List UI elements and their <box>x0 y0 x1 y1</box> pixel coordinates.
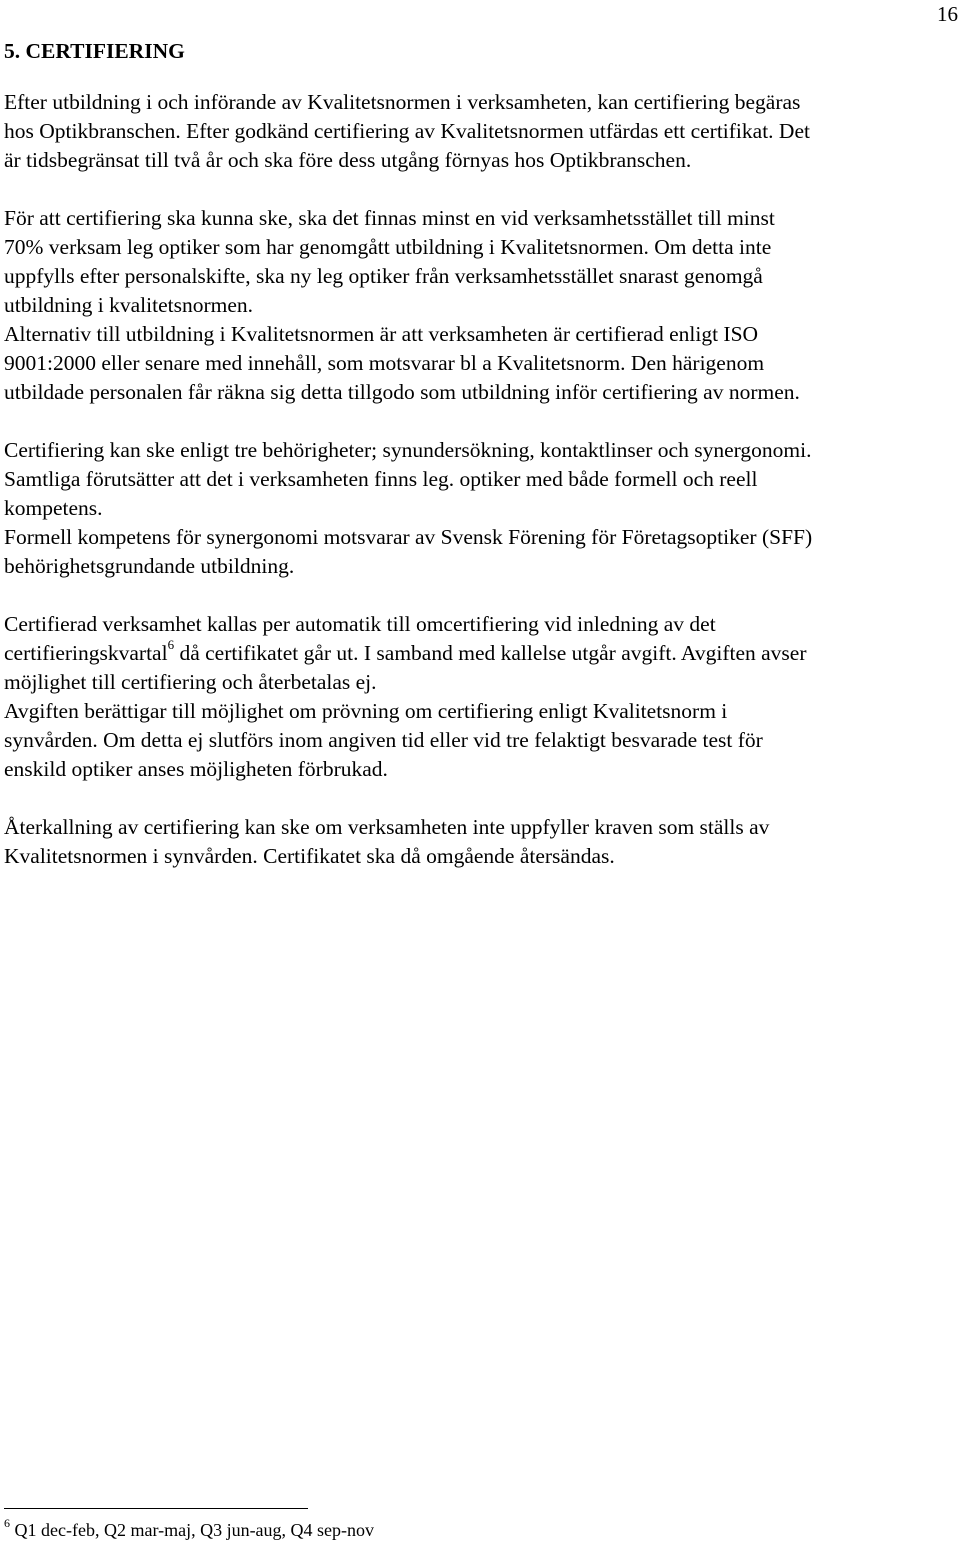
paragraph-certification-request <box>4 88 960 175</box>
text-line: Certifierad verksamhet kallas per automatik till omcertifiering vid inledning av det <box>4 612 716 636</box>
footnote-divider <box>4 1508 308 1509</box>
text-line: är tidsbegränsat till två år och ska före dess utgång förnyas hos Optikbranschen. <box>4 148 692 172</box>
section-heading: 5. CERTIFIERING <box>4 39 185 63</box>
text-line: uppfylls efter personalskifte, ska ny leg optiker från verksamhetsstället snarast genomgå <box>4 264 763 288</box>
text-line: enskild optiker anses möjligheten förbrukad. <box>4 757 388 781</box>
text-line: Samtliga förutsätter att det i verksamheten finns leg. optiker med både formell och reell <box>4 467 758 491</box>
document-body <box>4 37 960 871</box>
text-line: kompetens. <box>4 496 103 520</box>
text-line: Certifiering kan ske enligt tre behörigheter; synundersökning, kontaktlinser och synergonomi. <box>4 438 812 462</box>
footnote <box>4 1518 374 1542</box>
page-number: 16 <box>937 2 958 26</box>
paragraph-revocation <box>4 813 960 871</box>
footnote-text: Q1 dec-feb, Q2 mar-maj, Q3 jun-aug, Q4 sep-nov <box>10 1520 375 1540</box>
text-line: Formell kompetens för synergonomi motsvarar av Svensk Förening för Företagsoptiker (SFF) <box>4 525 813 549</box>
text-line: utbildning i kvalitetsnormen. <box>4 293 254 317</box>
text-line: Alternativ till utbildning i Kvalitetsnormen är att verksamheten är certifierad enligt ISO <box>4 322 759 346</box>
text-line: synvården. Om detta ej slutförs inom angiven tid eller vid tre felaktigt besvarade test för <box>4 728 763 752</box>
paragraph-requirements <box>4 204 960 407</box>
text-line: möjlighet till certifiering och återbetalas ej. <box>4 670 377 694</box>
text-line: Avgiften berättigar till möjlighet om prövning om certifiering enligt Kvalitetsnorm i <box>4 699 728 723</box>
text-segment: då certifikatet går ut. I samband med kallelse utgår avgift. Avgiften avser <box>174 641 807 665</box>
text-line-with-footnote <box>4 636 960 668</box>
text-line: Efter utbildning i och införande av Kvalitetsnormen i verksamheten, kan certifiering begäras <box>4 90 801 114</box>
text-line: utbildade personalen får räkna sig detta tillgodo som utbildning inför certifiering av normen. <box>4 380 800 404</box>
text-line: behörighetsgrundande utbildning. <box>4 554 295 578</box>
paragraph-authorizations <box>4 436 960 581</box>
text-line: 70% verksam leg optiker som har genomgått utbildning i Kvalitetsnormen. Om detta inte <box>4 235 772 259</box>
paragraph-recertification <box>4 610 960 784</box>
text-line: För att certifiering ska kunna ske, ska det finnas minst en vid verksamhetsstället till minst <box>4 206 775 230</box>
text-line: Kvalitetsnormen i synvården. Certifikatet ska då omgående återsändas. <box>4 844 615 868</box>
text-line: hos Optikbranschen. Efter godkänd certifiering av Kvalitetsnormen utfärdas ett certifikat. Det <box>4 119 810 143</box>
text-line: Återkallning av certifiering kan ske om verksamheten inte uppfyller kraven som ställs av <box>4 815 770 839</box>
text-segment: certifieringskvartal <box>4 641 168 665</box>
footnote-reference: 6 <box>167 636 175 652</box>
footnote-number: 6 <box>4 1516 10 1530</box>
text-line: 9001:2000 eller senare med innehåll, som motsvarar bl a Kvalitetsnorm. Den härigenom <box>4 351 765 375</box>
